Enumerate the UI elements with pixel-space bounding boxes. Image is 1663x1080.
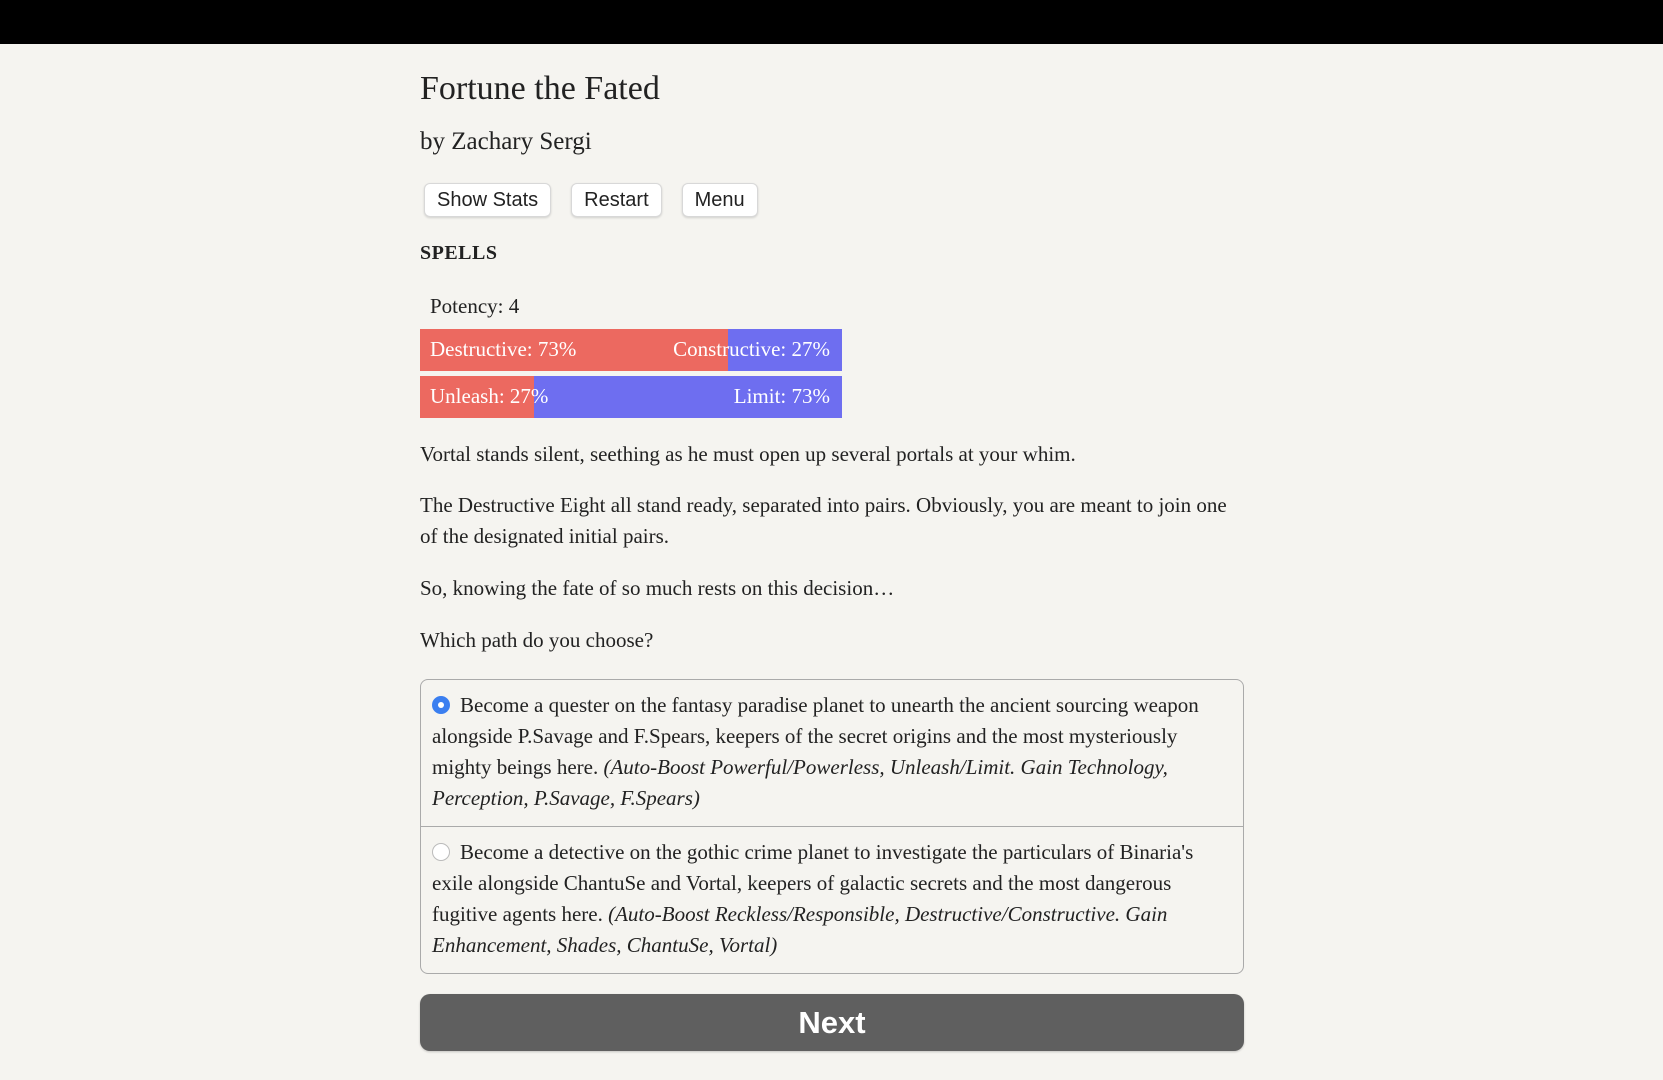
radio-button[interactable] <box>432 843 450 861</box>
choice-text: Become a quester on the fantasy paradise planet to unearth the ancient sourcing weapon alongside P.Savage and F.Spears, keepers of the secret origins and the most mysteriously mighty beings here. <box>432 693 1199 779</box>
story-paragraph: Vortal stands silent, seething as he must open up several portals at your whim. <box>420 442 1076 466</box>
unleash-label: Unleash: 27% <box>430 384 549 408</box>
show-stats-button[interactable]: Show Stats <box>424 183 551 217</box>
menu-button[interactable]: Menu <box>682 183 758 217</box>
next-button[interactable]: Next <box>420 994 1244 1051</box>
radio-button[interactable] <box>432 696 450 714</box>
destructive-constructive-bar <box>420 329 842 371</box>
unleash-limit-bar <box>420 376 842 418</box>
choice-list <box>420 679 1244 974</box>
spells-heading: SPELLS <box>420 242 498 264</box>
story-paragraph: So, knowing the fate of so much rests on this decision… <box>420 576 895 600</box>
choice-option-quester[interactable] <box>421 680 1243 826</box>
constructive-label: Constructive: 27% <box>673 337 830 361</box>
choice-prompt: Which path do you choose? <box>420 628 654 652</box>
game-author: by Zachary Sergi <box>420 128 592 155</box>
toolbar <box>424 183 758 217</box>
destructive-label: Destructive: 73% <box>430 337 577 361</box>
limit-label: Limit: 73% <box>733 384 830 408</box>
choice-text: Become a detective on the gothic crime planet to investigate the particulars of Binaria's exile alongside ChantuSe and Vortal, keepers of galactic secrets and the most dangerous fugitive agents here. <box>432 840 1194 926</box>
story-paragraph: The Destructive Eight all stand ready, separated into pairs. Obviously, you are meant to join one of the designated initial pairs. <box>420 493 1227 548</box>
choice-note: (Auto-Boost Reckless/Responsible, Destructive/Constructive. Gain Enhancement, Shades, ChantuSe, Vortal) <box>432 902 1168 957</box>
game-title: Fortune the Fated <box>420 70 660 107</box>
potency-stat: Potency: 4 <box>430 294 520 318</box>
window-top-bar <box>0 0 1663 44</box>
restart-button[interactable]: Restart <box>571 183 661 217</box>
choice-note: (Auto-Boost Powerful/Powerless, Unleash/Limit. Gain Technology, Perception, P.Savage, F.Spears) <box>432 755 1168 810</box>
choice-option-detective[interactable] <box>421 826 1243 973</box>
